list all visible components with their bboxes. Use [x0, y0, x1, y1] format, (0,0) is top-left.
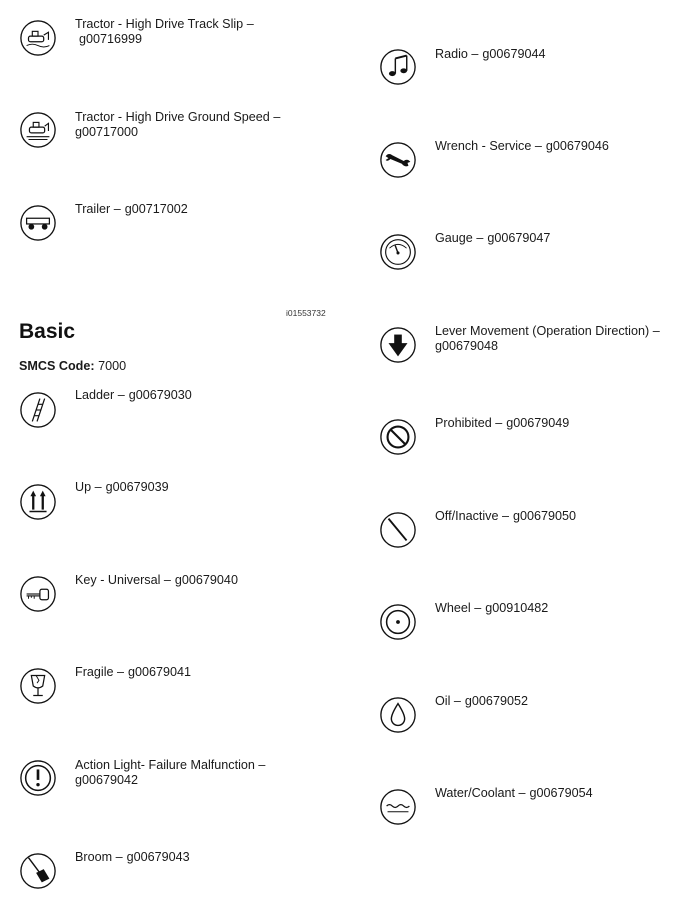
symbol-code: g00679039	[105, 480, 169, 494]
symbol-code: g00679030	[128, 388, 192, 402]
symbol-label	[75, 665, 320, 680]
symbol-name: Radio	[435, 47, 468, 61]
smcs-label: SMCS Code:	[19, 359, 95, 373]
dash: –	[273, 110, 281, 124]
dash: –	[474, 601, 482, 615]
prohibited-icon	[379, 418, 417, 456]
symbol-name: Tractor - High Drive Ground Speed	[75, 110, 270, 124]
music-note-icon	[379, 48, 417, 86]
symbol-label	[435, 416, 680, 431]
symbol-label	[75, 17, 320, 46]
smcs-code	[19, 359, 126, 373]
section-heading: Basic	[19, 320, 76, 343]
symbol-name: Up	[75, 480, 92, 494]
symbol-code: g00910482	[485, 601, 549, 615]
tractor-track-slip-icon	[19, 19, 57, 57]
symbol-label	[75, 573, 320, 588]
symbol-name: Tractor - High Drive Track Slip	[75, 17, 244, 31]
wheel-icon	[379, 603, 417, 641]
up-arrows-icon	[19, 483, 57, 521]
symbol-label	[75, 202, 320, 217]
dash: –	[258, 758, 266, 772]
dash: –	[652, 324, 660, 338]
tractor-ground-speed-icon	[19, 111, 57, 149]
broom-icon	[19, 852, 57, 890]
symbol-name: Water/Coolant	[435, 786, 516, 800]
symbol-label	[435, 324, 680, 353]
symbol-code: g00679044	[482, 47, 546, 61]
symbol-name: Key - Universal	[75, 573, 161, 587]
symbol-label	[435, 47, 680, 62]
image-reference-id: i01553732	[286, 308, 326, 318]
symbol-code: g00679040	[174, 573, 238, 587]
fragile-glass-icon	[19, 667, 57, 705]
dash: –	[501, 509, 509, 523]
symbol-label	[75, 850, 320, 865]
symbol-label	[75, 110, 320, 139]
dash: –	[117, 665, 125, 679]
symbol-code: g00679042	[75, 772, 139, 787]
symbol-code: g00679052	[464, 694, 528, 708]
symbol-name: Prohibited	[435, 416, 492, 430]
off-slash-icon	[379, 511, 417, 549]
dash: –	[534, 139, 542, 153]
exclamation-icon	[19, 759, 57, 797]
symbol-code: g00679049	[506, 416, 570, 430]
symbol-name: Ladder	[75, 388, 115, 402]
symbol-name: Lever Movement (Operation Direction)	[435, 324, 650, 338]
symbol-code: g00717002	[124, 202, 188, 216]
down-arrow-icon	[379, 326, 417, 364]
symbol-name: Wheel	[435, 601, 471, 615]
dash: –	[117, 388, 125, 402]
water-coolant-icon	[379, 788, 417, 826]
dash: –	[495, 416, 503, 430]
dash: –	[163, 573, 171, 587]
symbol-name: Off/Inactive	[435, 509, 499, 523]
dash: –	[113, 202, 121, 216]
symbol-code: g00679043	[126, 850, 190, 864]
symbol-label	[75, 480, 320, 495]
symbol-name: Oil	[435, 694, 451, 708]
symbol-code: g00679046	[545, 139, 609, 153]
key-icon	[19, 575, 57, 613]
symbol-label	[435, 786, 680, 801]
symbol-name: Action Light- Failure Malfunction	[75, 758, 255, 772]
dash: –	[246, 17, 254, 31]
dash: –	[115, 850, 123, 864]
dash: –	[476, 231, 484, 245]
symbol-label	[435, 694, 680, 709]
symbol-label	[435, 509, 680, 524]
symbol-code: g00679047	[487, 231, 551, 245]
symbol-name: Fragile	[75, 665, 114, 679]
dash: –	[453, 694, 461, 708]
symbol-label	[75, 758, 320, 787]
oil-drop-icon	[379, 696, 417, 734]
trailer-icon	[19, 204, 57, 242]
symbol-code: g00679054	[529, 786, 593, 800]
symbol-label	[75, 388, 320, 403]
wrench-icon	[379, 141, 417, 179]
dash: –	[518, 786, 526, 800]
gauge-icon	[379, 233, 417, 271]
symbol-name: Broom	[75, 850, 113, 864]
symbol-code: g00716999	[79, 31, 143, 46]
symbol-code: g00679048	[435, 338, 499, 353]
symbol-code: g00717000	[75, 124, 139, 139]
dash: –	[94, 480, 102, 494]
symbol-code: g00679041	[128, 665, 192, 679]
symbol-label	[435, 231, 680, 246]
symbol-name: Gauge	[435, 231, 473, 245]
smcs-value: 7000	[98, 359, 127, 373]
symbol-label	[435, 139, 680, 154]
symbol-name: Trailer	[75, 202, 111, 216]
symbol-label	[435, 601, 680, 616]
symbol-code: g00679050	[512, 509, 577, 523]
symbol-name: Wrench - Service	[435, 139, 532, 153]
dash: –	[471, 47, 479, 61]
ladder-icon	[19, 391, 57, 429]
